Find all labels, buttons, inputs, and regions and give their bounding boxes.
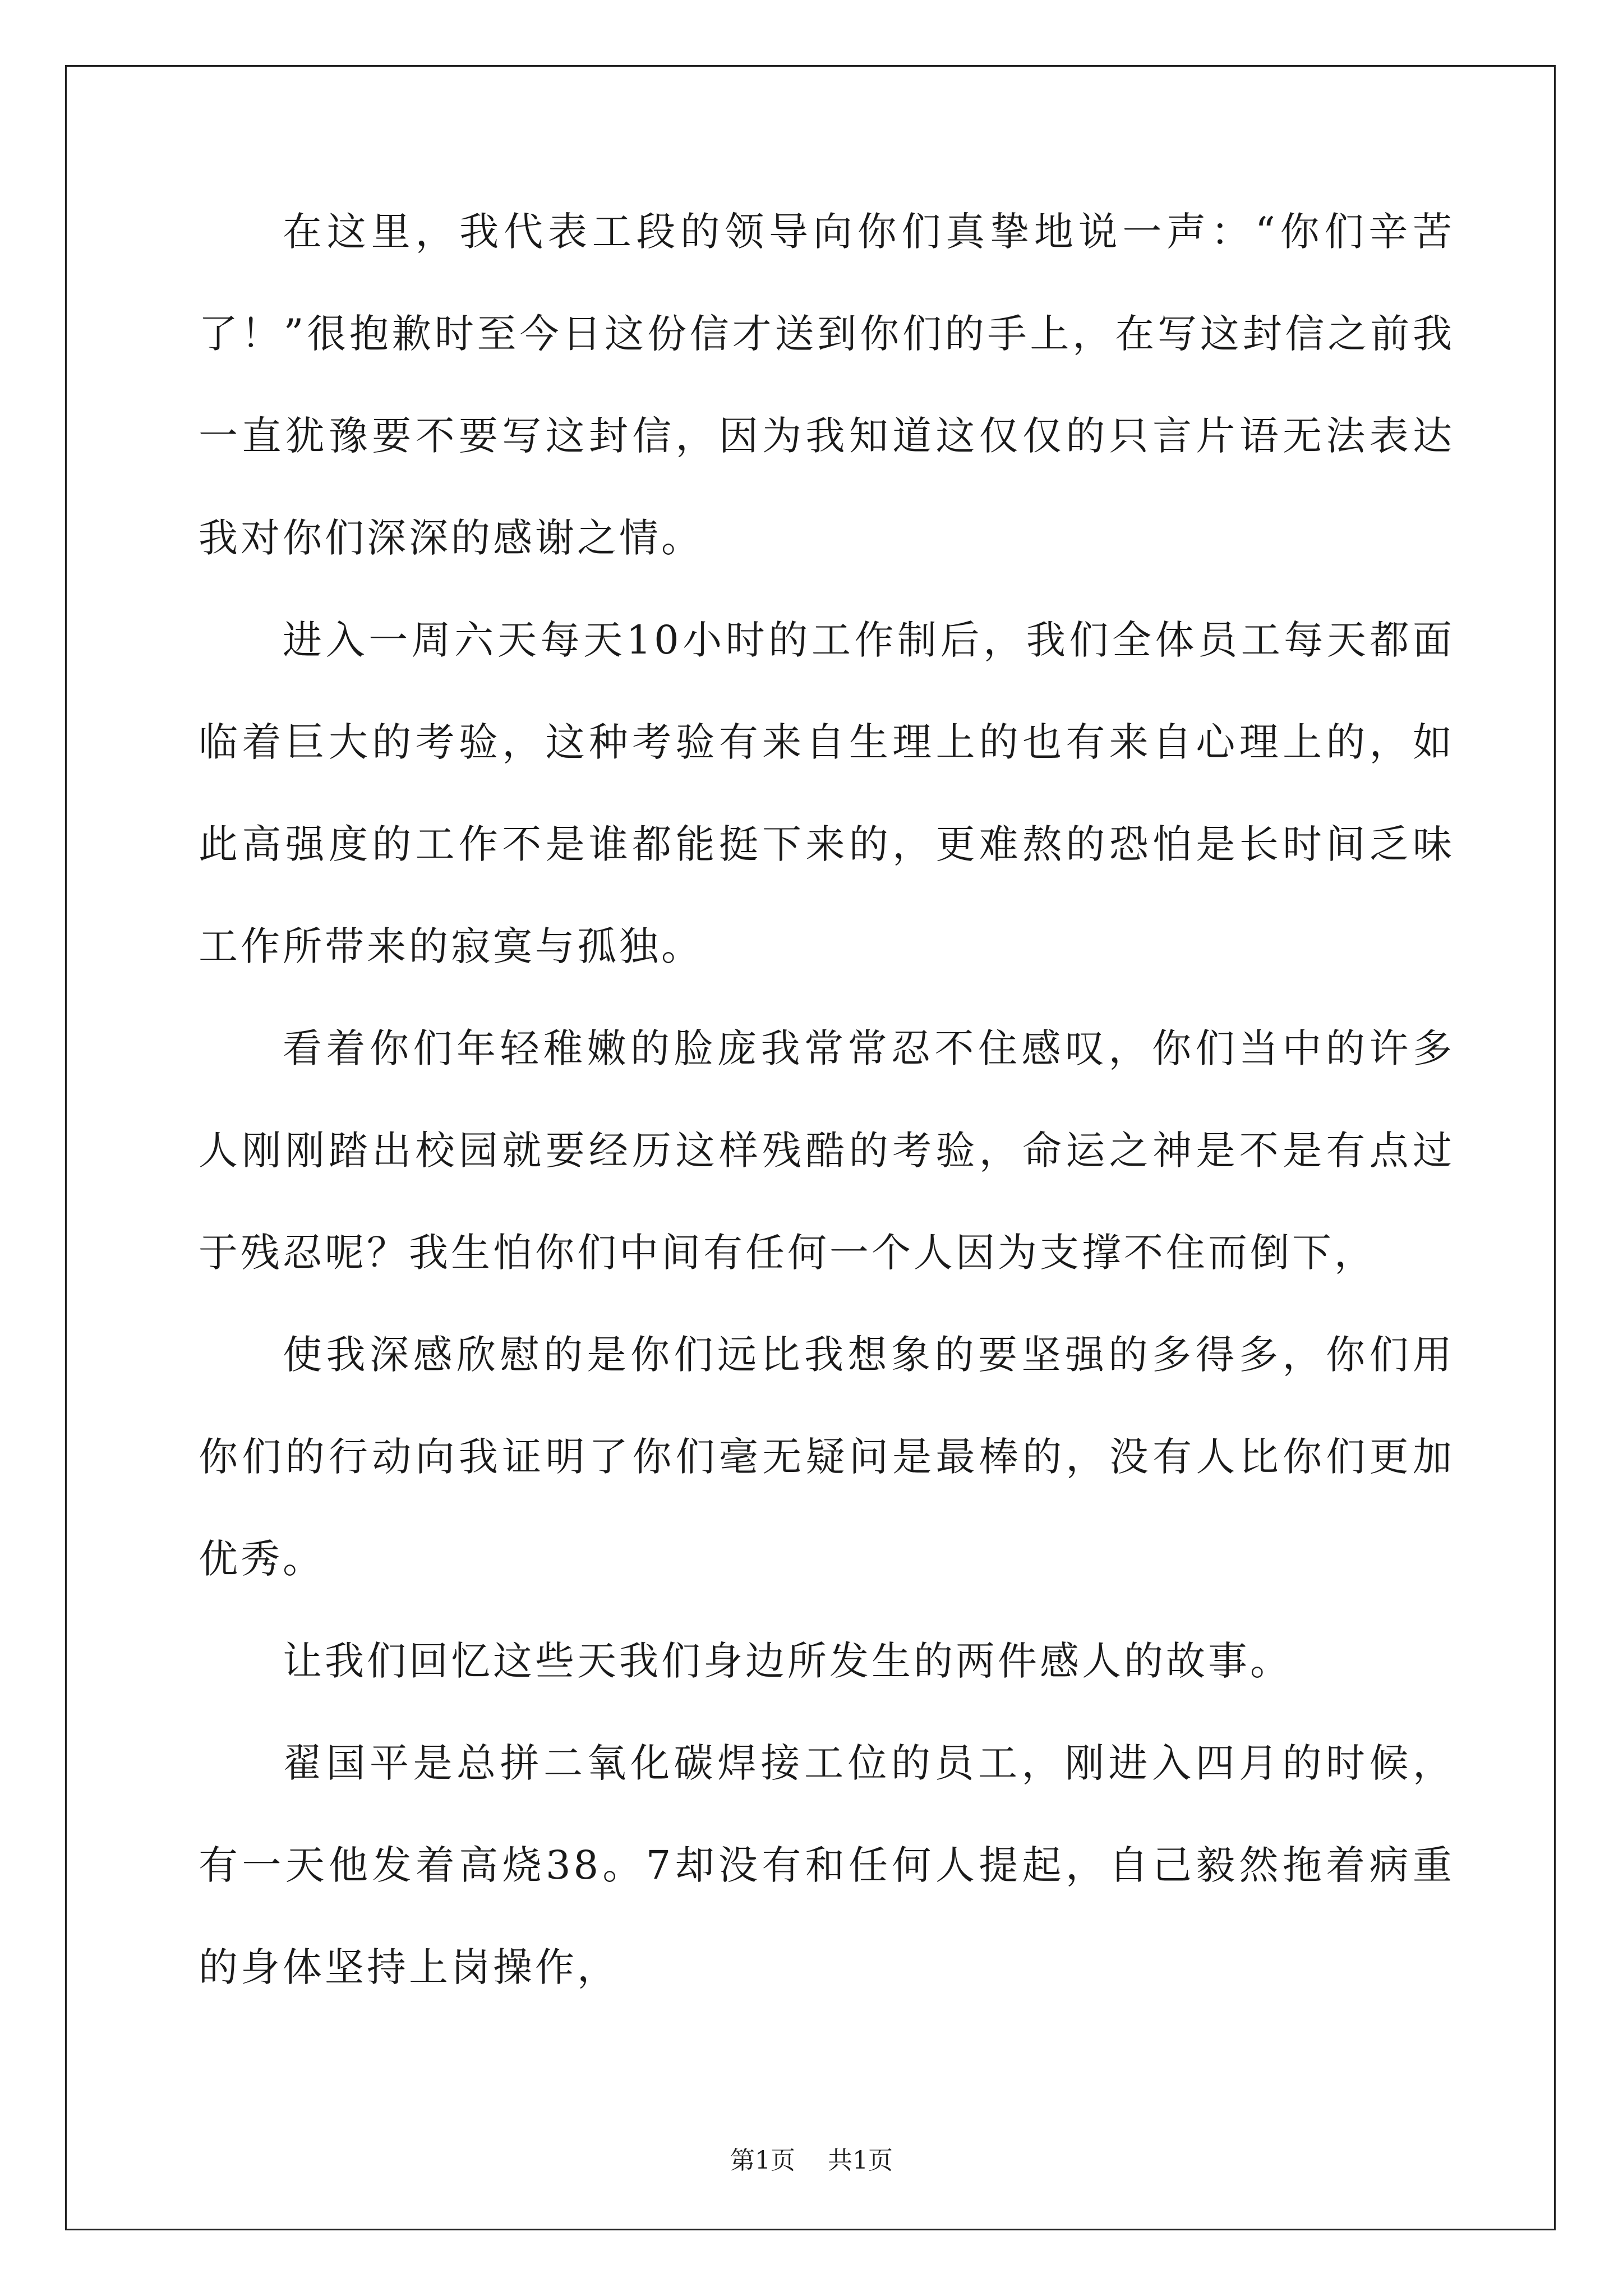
paragraph: 让我们回忆这些天我们身边所发生的两件感人的故事。: [283, 1638, 1292, 1684]
paragraph: 进入一周六天每天10小时的工作制后，我们全体员工每天都面临着巨大的考验，这种考验有来自生理上的也有来自心理上的，如此高强度的工作不是谁都能挺下来的，更难熬的恐怕是长时间乏味工作所带来的寂寞与孤独。: [199, 617, 1455, 969]
paragraph: 在这里，我代表工段的领导向你们真挚地说一声：“你们辛苦了！”很抱歉时至今日这份信才送到你们的手上，在写这封信之前我一直犹豫要不要写这封信，因为我知道这仅仅的只言片语无法表达我对你们深深的感谢之情。: [199, 209, 1455, 561]
page-number: 第1页: [730, 2146, 795, 2175]
page-footer: [0, 2140, 1623, 2176]
paragraph: 看着你们年轻稚嫩的脸庞我常常忍不住感叹，你们当中的许多人刚刚踏出校园就要经历这样残酷的考验，命运之神是不是有点过于残忍呢？我生怕你们中间有任何一个人因为支撑不住而倒下，: [199, 1025, 1455, 1276]
paragraph: 使我深感欣慰的是你们远比我想象的要坚强的多得多，你们用你们的行动向我证明了你们毫无疑问是最棒的，没有人比你们更加优秀。: [199, 1332, 1455, 1582]
document-body: [199, 181, 1455, 2018]
paragraph: 翟国平是总拼二氧化碳焊接工位的员工，刚进入四月的时候，有一天他发着高烧38。7却没有和任何人提起，自己毅然拖着病重的身体坚持上岗操作，: [199, 1740, 1455, 1990]
page-total: 共1页: [828, 2146, 893, 2175]
